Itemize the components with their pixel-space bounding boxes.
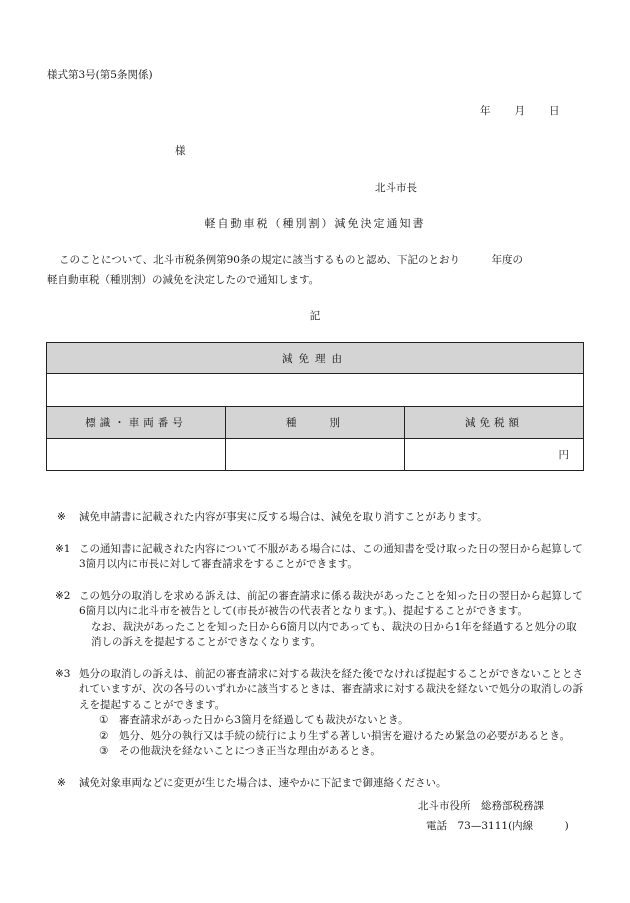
- reason-header: 減免理由: [47, 343, 584, 374]
- sender: 北斗市長: [375, 182, 417, 194]
- note-4: [47, 776, 587, 792]
- note-3: [47, 667, 587, 760]
- note-text: この通知書に記載された内容について不服がある場合には、この通知書を受け取った日の翌日から起算して3箇月以内に市長に対して審査請求をすることができます。: [79, 542, 583, 570]
- note-mark: ※1: [55, 542, 71, 555]
- note-text: 減免対象車両などに変更が生じた場合は、速やかに下記まで御連絡ください。: [79, 776, 447, 789]
- body-text: [47, 250, 582, 290]
- note-text: 減免申請書に記載された内容が事実に反する場合は、減免を取り消すことがあります。: [79, 511, 488, 523]
- reduction-amount-header: 減免税額: [405, 407, 584, 439]
- date-month: 月: [514, 105, 525, 117]
- item-text: 処分、処分の執行又は手続の続行により生ずる著しい損害を避けるため緊急の必要があるとき。: [119, 729, 571, 742]
- list-item: [79, 744, 587, 760]
- item-number: ②: [99, 729, 109, 742]
- vehicle-type-cell[interactable]: [226, 439, 405, 471]
- note-mark: ※2: [55, 589, 71, 602]
- note-2: [47, 589, 587, 651]
- office-name: 北斗市役所 総務部税務課: [418, 800, 544, 812]
- list-item: [79, 729, 587, 745]
- reason-cell[interactable]: [47, 374, 584, 407]
- body-line-2: 軽自動車税（種別割）の減免を決定したので通知します。: [47, 274, 320, 286]
- addressee: 様: [175, 145, 186, 157]
- note-mark: ※: [57, 776, 66, 789]
- reduction-table: [46, 342, 584, 471]
- note-1: [47, 542, 587, 573]
- notes: [47, 510, 587, 807]
- plate-number-header: 標識・車両番号: [47, 407, 226, 439]
- form-number: 様式第3号(第5条関係): [47, 69, 153, 81]
- date-day: 日: [549, 105, 560, 117]
- body-line-1: このことについて、北斗市税条例第90条の規定に該当するものと認め、下記のとおり 年度の: [59, 254, 524, 266]
- item-number: ③: [99, 745, 109, 757]
- ki-heading: 記: [309, 310, 321, 322]
- vehicle-type-header: 種 別: [226, 407, 405, 439]
- item-text: 審査請求があった日から3箇月を経過しても裁決がないとき。: [119, 714, 409, 726]
- date-line: [480, 103, 560, 118]
- note-mark: ※: [57, 511, 66, 523]
- note-text-2: なお、裁決があったことを知った日から6箇月以内であっても、裁決の日から1年を経過すると処分の取消しの訴えを提起することができなくなります。: [91, 620, 577, 648]
- note-text: この処分の取消しを求める訴えは、前記の審査請求に係る裁決があったことを知った日の翌日から起算して6箇月以内に北斗市を被告として(市長が被告の代表者となります。)、提起することができます。: [79, 589, 583, 617]
- item-text: その他裁決を経ないことにつき正当な理由があるとき。: [119, 745, 381, 757]
- reduction-amount-cell[interactable]: 円: [405, 439, 584, 471]
- date-year: 年: [480, 105, 491, 117]
- note-mark: ※3: [55, 667, 71, 680]
- note-0: [47, 510, 587, 526]
- document-title: 軽自動車税（種別割）減免決定通知書: [204, 217, 426, 230]
- phone-number: 電話 73—3111(内線 ): [426, 820, 569, 832]
- note-text: 処分の取消しの訴えは、前記の審査請求に対する裁決を経た後でなければ提起することができないこととされていますが、次の各号のいずれかに該当するときは、審査請求に対する裁決を経ないで処分の取消しの訴えを提起することができます。: [79, 667, 583, 711]
- list-item: [79, 713, 587, 729]
- plate-number-cell[interactable]: [47, 439, 226, 471]
- item-number: ①: [99, 714, 109, 726]
